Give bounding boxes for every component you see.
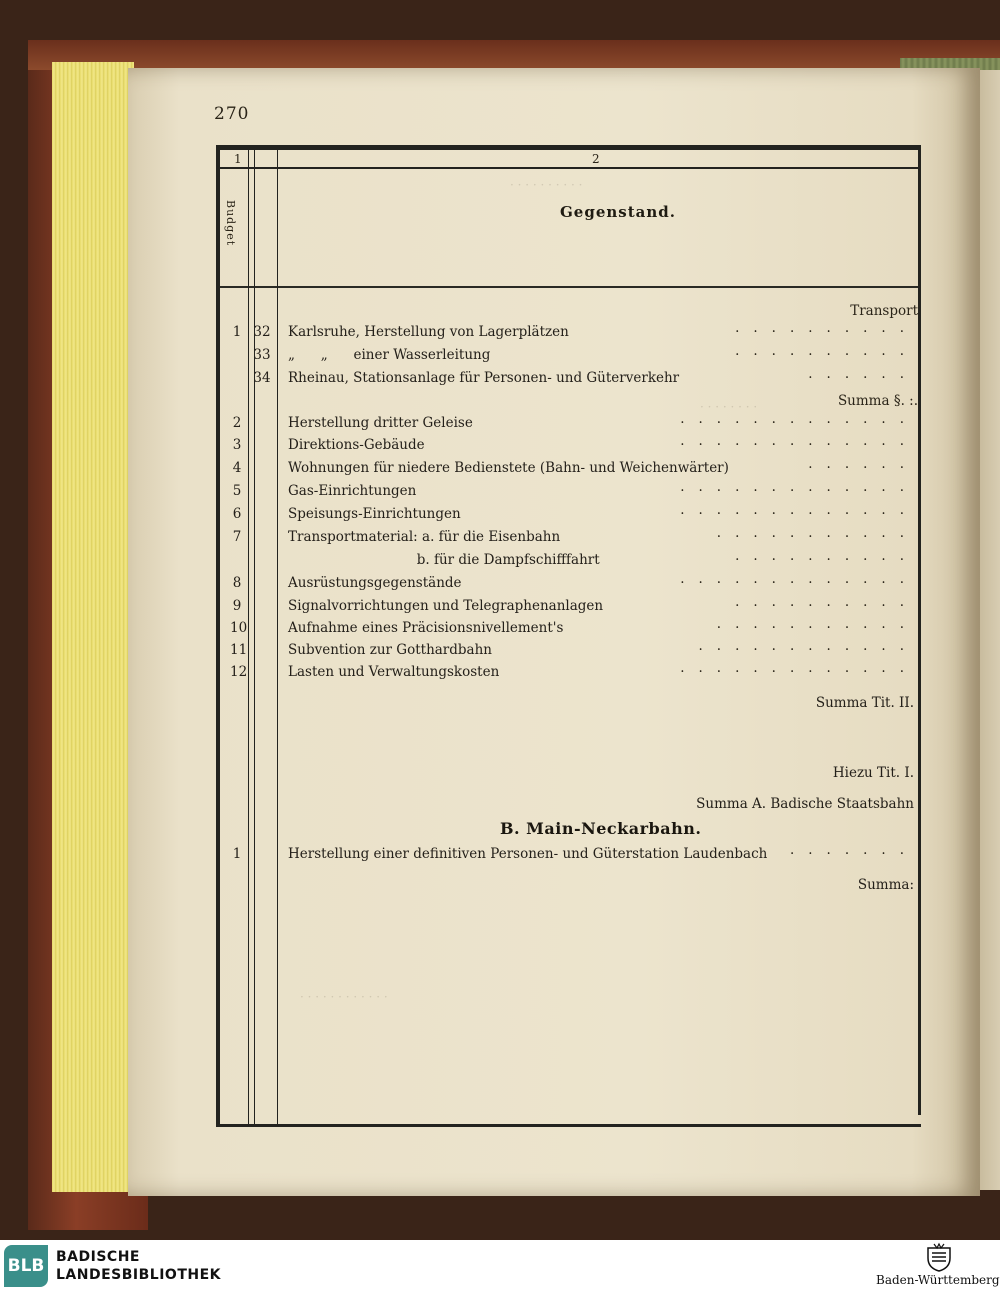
leader-dots: ·········· xyxy=(735,552,918,568)
summa-a-label: Summa A. Badische Staatsbahn xyxy=(696,796,914,812)
leader-dots: ·········· xyxy=(735,347,918,363)
table-row: 12 Lasten und Verwaltungskosten ············· xyxy=(230,664,918,680)
blb-name[interactable] xyxy=(56,1248,221,1284)
leader-dots: ············· xyxy=(680,664,918,680)
leader-dots: ·········· xyxy=(735,598,918,614)
table-row: 3 Direktions-Gebäude ············· xyxy=(232,437,918,453)
book-cover-top xyxy=(28,40,1000,70)
hiezu-label: Hiezu Tit. I. xyxy=(832,765,914,781)
leader-dots: ······· xyxy=(789,846,918,862)
table-row: 33 „ „ einer Wasserleitung ·········· xyxy=(253,347,918,363)
table-row: 6 Speisungs-Einrichtungen ············· xyxy=(232,506,918,522)
leader-dots: ············· xyxy=(680,415,918,431)
column-title: Gegenstand. xyxy=(560,203,676,221)
blb-line-1: BADISCHE xyxy=(56,1249,140,1265)
table-second-rule xyxy=(216,167,921,169)
table-row: Summa §. :. xyxy=(837,393,918,409)
table-row: 1 Herstellung einer definitiven Personen- und Güterstation Laudenbach ······· xyxy=(232,846,918,862)
table-row: 5 Gas-Einrichtungen ············· xyxy=(232,483,918,499)
leader-dots: ············· xyxy=(680,483,918,499)
table-row: 1 32 Karlsruhe, Herstellung von Lagerplätzen ·········· xyxy=(232,324,918,340)
table-row: 10 Aufnahme eines Präcisionsnivellement's ··········· xyxy=(230,620,918,636)
baden-wuerttemberg-label: Baden-Württemberg xyxy=(876,1273,1000,1287)
leader-dots: ············ xyxy=(698,642,918,658)
table-row: 4 Wohnungen für niedere Bedienstete (Bahn- und Weichenwärter) ······ xyxy=(232,460,918,476)
bleed-through-3: · · · · · · · · · · · · xyxy=(300,990,388,1004)
leader-dots: ············· xyxy=(680,575,918,591)
bleed-through-2: · · · · · · · · xyxy=(700,400,758,414)
column-number-2: 2 xyxy=(592,152,600,166)
table-row: 9 Signalvorrichtungen und Telegraphenanlagen ·········· xyxy=(232,598,918,614)
viewer-footer xyxy=(0,1240,1000,1291)
leader-dots: ············· xyxy=(680,437,918,453)
table-row: 34 Rheinau, Stationsanlage für Personen- und Güterverkehr ······ xyxy=(253,370,918,386)
page-fore-edge xyxy=(52,62,134,1192)
blb-logo[interactable]: BLB xyxy=(4,1245,48,1287)
table-row: 7 Transportmaterial: a. für die Eisenbahn ··········· xyxy=(232,529,918,545)
table-left-border xyxy=(216,145,220,1127)
blb-line-2: LANDESBIBLIOTHEK xyxy=(56,1267,222,1283)
leader-dots: ······ xyxy=(808,460,918,476)
coat-of-arms-icon xyxy=(922,1242,956,1272)
table-row: 2 Herstellung dritter Geleise ············· xyxy=(232,415,918,431)
page-number: 270 xyxy=(214,104,250,124)
table-header-rule xyxy=(216,286,921,288)
table-row: 11 Subvention zur Gotthardbahn ············ xyxy=(230,642,918,658)
budget-column-label: Budget xyxy=(224,200,237,247)
table-row: b. für die Dampfschifffahrt ·········· xyxy=(288,552,918,568)
leader-dots: ··········· xyxy=(716,620,918,636)
table-row: Transport xyxy=(850,303,918,319)
leader-dots: ·········· xyxy=(735,324,918,340)
leader-dots: ············· xyxy=(680,506,918,522)
summa-b-label: Summa: xyxy=(857,877,914,893)
leader-dots: ··········· xyxy=(716,529,918,545)
section-heading: B. Main-Neckarbahn. xyxy=(500,819,702,838)
summa-tit-label: Summa Tit. II. xyxy=(815,695,914,711)
table-row: 8 Ausrüstungsgegenstände ············· xyxy=(232,575,918,591)
leader-dots: ······ xyxy=(808,370,918,386)
table-bottom-rule xyxy=(216,1124,921,1127)
table-top-rule xyxy=(216,145,921,150)
bleed-through-1: · · · · · · · · · · xyxy=(510,178,583,192)
column-number-1: 1 xyxy=(234,152,242,166)
